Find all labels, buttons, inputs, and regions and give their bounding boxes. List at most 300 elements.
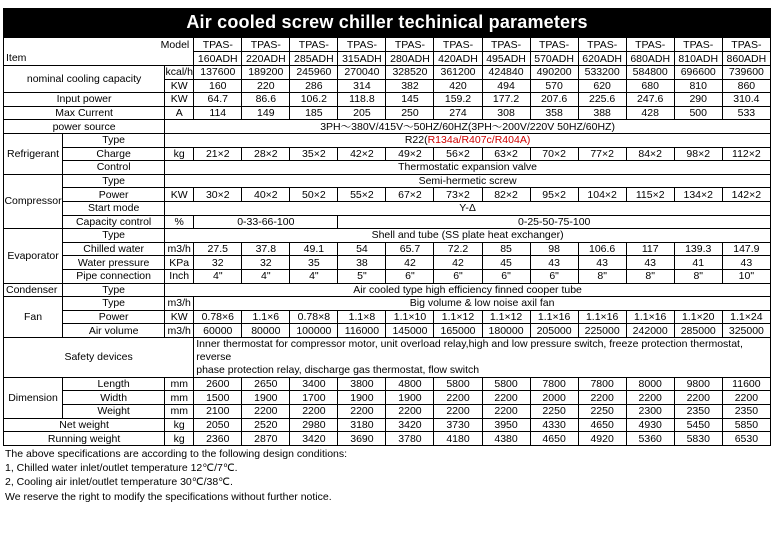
value-cell: 5" (338, 269, 386, 283)
value-cell: 5800 (434, 377, 482, 391)
value-cell: 2000 (530, 391, 578, 405)
table-row (4, 269, 771, 283)
unit-cell: mm (165, 405, 194, 419)
unit-cell: kcal/h (165, 66, 193, 79)
value-cell: 247.6 (626, 93, 674, 107)
value-cell: 65.7 (386, 242, 434, 256)
value-cell: 4650 (578, 418, 626, 432)
value-cell: 388 (578, 106, 626, 120)
value-cell: 4380 (482, 432, 530, 446)
row-label: Power (63, 310, 165, 324)
value-cell: 2650 (242, 377, 290, 391)
compressor-type-value: Semi-hermetic screw (165, 174, 771, 188)
value-cell: 2200 (674, 391, 722, 405)
value-cell: 2300 (626, 405, 674, 419)
capacity-control-b: 0-25-50-75-100 (338, 215, 771, 229)
value-cell: 95×2 (530, 188, 578, 202)
value-cell: 1.1×16 (626, 310, 674, 324)
value-cell: 49×2 (386, 147, 434, 161)
value-cell: 32 (242, 256, 290, 270)
value-cell: 5450 (674, 418, 722, 432)
unit-cell: Inch (165, 269, 194, 283)
value-cell: 32 (194, 256, 242, 270)
safety-devices-value (194, 337, 771, 377)
value-cell: 43 (578, 256, 626, 270)
value-cell: 225000 (578, 324, 626, 338)
group-label: Evaporator (4, 229, 63, 283)
row-label: Capacity control (63, 215, 165, 229)
value-cell: 245960 (290, 66, 338, 80)
value-cell: 4930 (626, 418, 674, 432)
note-line: We reserve the right to modify the specifications without further notice. (5, 490, 332, 503)
value-cell: 77×2 (578, 147, 626, 161)
value-cell: 533 (722, 106, 770, 120)
model-code: 220ADH (242, 52, 290, 66)
value-cell: 2980 (290, 418, 338, 432)
table-row (4, 432, 771, 446)
value-cell: 30×2 (194, 188, 242, 202)
row-label: Power (63, 188, 165, 202)
model-prefix: TPAS- (434, 38, 482, 52)
value-cell: 8" (626, 269, 674, 283)
table-row (4, 337, 771, 377)
value-cell: 1.1×20 (674, 310, 722, 324)
value-cell: 8" (578, 269, 626, 283)
value-cell: 80000 (242, 324, 290, 338)
value-cell: 1.1×16 (530, 310, 578, 324)
model-prefix: TPAS- (386, 38, 434, 52)
model-code: 570ADH (530, 52, 578, 66)
control-value: Thermostatic expansion valve (165, 161, 771, 175)
row-label: nominal cooling capacity (4, 66, 165, 93)
row-label: Max Current (4, 106, 165, 120)
value-cell: 43 (722, 256, 770, 270)
value-cell: 50×2 (290, 188, 338, 202)
table-row (4, 242, 771, 256)
value-cell: 60000 (194, 324, 242, 338)
value-cell: 72.2 (434, 242, 482, 256)
value-cell: 9800 (674, 377, 722, 391)
spec-table (3, 37, 771, 446)
row-label: Air volume (63, 324, 165, 338)
value-cell: 680 (626, 79, 674, 93)
value-cell: 4330 (530, 418, 578, 432)
value-cell: 2250 (530, 405, 578, 419)
value-cell: 55×2 (338, 188, 386, 202)
safety-line-2: phase protection relay, discharge gas thermostat, flow switch (196, 363, 480, 376)
value-cell: 285000 (674, 324, 722, 338)
unit-cell: kg (165, 432, 194, 446)
value-cell: 308 (482, 106, 530, 120)
row-label: Safety devices (4, 337, 194, 377)
unit-cell: A (165, 106, 194, 120)
value-cell: 1900 (338, 391, 386, 405)
refrigerant-main: R22( (404, 134, 428, 147)
value-cell: 382 (386, 79, 434, 93)
model-code: 315ADH (338, 52, 386, 66)
value-cell: 3400 (290, 377, 338, 391)
value-cell: 145 (386, 93, 434, 107)
value-cell: 2200 (626, 391, 674, 405)
value-cell: 310.4 (722, 93, 770, 107)
value-cell: 35×2 (290, 147, 338, 161)
value-cell: 2200 (290, 405, 338, 419)
value-cell: 2870 (242, 432, 290, 446)
value-cell: 424840 (482, 66, 530, 80)
table-row (4, 120, 771, 134)
value-cell: 205 (338, 106, 386, 120)
value-cell: 159.2 (434, 93, 482, 107)
value-cell: 67×2 (386, 188, 434, 202)
value-cell: 56×2 (434, 147, 482, 161)
value-cell: 165000 (434, 324, 482, 338)
row-label: Charge (63, 147, 165, 161)
value-cell: 1900 (386, 391, 434, 405)
refrigerant-type-value (165, 133, 771, 147)
note-line: The above specifications are according to the following design conditions: (5, 447, 348, 460)
row-label: Input power (4, 93, 165, 107)
value-cell: 1500 (194, 391, 242, 405)
header-row-2 (4, 52, 771, 66)
group-label: Fan (4, 297, 63, 338)
value-cell: 100000 (290, 324, 338, 338)
value-cell: 2350 (674, 405, 722, 419)
value-cell: 2520 (242, 418, 290, 432)
value-cell: 104×2 (578, 188, 626, 202)
model-code: 620ADH (578, 52, 626, 66)
value-cell: 1.1×6 (242, 310, 290, 324)
model-code: 860ADH (722, 52, 770, 66)
unit-cell: kg (165, 147, 194, 161)
value-cell: 2200 (482, 405, 530, 419)
value-cell: 70×2 (530, 147, 578, 161)
table-row (4, 133, 771, 147)
model-prefix: TPAS- (242, 38, 290, 52)
spec-sheet (3, 8, 771, 504)
value-cell: 1.1×16 (578, 310, 626, 324)
value-cell: 3950 (482, 418, 530, 432)
value-cell: 2200 (722, 391, 770, 405)
value-cell: 2600 (194, 377, 242, 391)
value-cell: 1.1×12 (434, 310, 482, 324)
value-cell: 220 (242, 79, 290, 93)
value-cell: 325000 (722, 324, 770, 338)
value-cell: 274 (434, 106, 482, 120)
value-cell: 63×2 (482, 147, 530, 161)
table-row (4, 405, 771, 419)
value-cell: 21×2 (194, 147, 242, 161)
value-cell: 860 (722, 79, 770, 93)
row-label: Type (63, 133, 165, 147)
sheet-title: Air cooled screw chiller techinical parameters (3, 8, 771, 37)
value-cell: 6" (530, 269, 578, 283)
value-cell: 810 (674, 79, 722, 93)
value-cell: 2200 (482, 391, 530, 405)
table-row (4, 215, 771, 229)
table-row (4, 147, 771, 161)
value-cell: 2200 (434, 405, 482, 419)
start-mode-value: Y-Δ (165, 201, 771, 215)
value-cell: 4180 (434, 432, 482, 446)
value-cell: 64.7 (194, 93, 242, 107)
value-cell: 4920 (578, 432, 626, 446)
table-row (4, 310, 771, 324)
model-code: 420ADH (434, 52, 482, 66)
unit-cell: KW (165, 188, 194, 202)
model-prefix: TPAS- (482, 38, 530, 52)
note-line: 2, Cooling air inlet/outlet temperature 30℃/38℃. (5, 476, 233, 489)
table-row (4, 174, 771, 188)
value-cell: 27.5 (194, 242, 242, 256)
unit-cell: m3/h (165, 242, 194, 256)
table-row (4, 418, 771, 432)
value-cell: 2350 (722, 405, 770, 419)
condenser-type-value: Air cooled type high efficiency finned cooper tube (165, 283, 771, 297)
value-cell: 242000 (626, 324, 674, 338)
model-code: 495ADH (482, 52, 530, 66)
value-cell: 584800 (626, 66, 674, 80)
value-cell: 5360 (626, 432, 674, 446)
value-cell: 2360 (194, 432, 242, 446)
value-cell: 5830 (674, 432, 722, 446)
model-prefix: TPAS- (194, 38, 242, 52)
model-code: 160ADH (194, 52, 242, 66)
row-label: power source (4, 120, 165, 134)
row-label: Type (63, 283, 165, 297)
value-cell: 116000 (338, 324, 386, 338)
unit-cell: mm (165, 377, 194, 391)
row-label: Water pressure (63, 256, 165, 270)
unit-cell: mm (165, 391, 194, 405)
value-cell: 1700 (290, 391, 338, 405)
model-code: 285ADH (290, 52, 338, 66)
row-label: Chilled water (63, 242, 165, 256)
value-cell: 42 (434, 256, 482, 270)
value-cell: 3420 (386, 418, 434, 432)
value-cell: 139.3 (674, 242, 722, 256)
unit-cell: KPa (165, 256, 194, 270)
unit-cell: % (165, 215, 194, 229)
value-cell: 134×2 (674, 188, 722, 202)
value-cell: 2200 (338, 405, 386, 419)
value-cell: 290 (674, 93, 722, 107)
value-cell: 84×2 (626, 147, 674, 161)
value-cell: 42×2 (338, 147, 386, 161)
header-row-1 (4, 38, 771, 52)
value-cell: 205000 (530, 324, 578, 338)
value-cell: 8" (674, 269, 722, 283)
row-label: Type (63, 229, 165, 243)
value-cell: 207.6 (530, 93, 578, 107)
model-prefix: TPAS- (626, 38, 674, 52)
value-cell: 270040 (338, 66, 386, 80)
value-cell: 5800 (482, 377, 530, 391)
model-prefix: TPAS- (722, 38, 770, 52)
model-code: 810ADH (674, 52, 722, 66)
unit-cell: kg (165, 418, 194, 432)
value-cell: 620 (578, 79, 626, 93)
value-cell: 6" (482, 269, 530, 283)
value-cell: 225.6 (578, 93, 626, 107)
value-cell: 358 (530, 106, 578, 120)
value-cell: 1.1×12 (482, 310, 530, 324)
value-cell: 494 (482, 79, 530, 93)
value-cell: 1900 (242, 391, 290, 405)
table-row (4, 391, 771, 405)
value-cell: 2250 (578, 405, 626, 419)
value-cell: 85 (482, 242, 530, 256)
value-cell: 4" (194, 269, 242, 283)
value-cell: 3780 (386, 432, 434, 446)
model-prefix: TPAS- (530, 38, 578, 52)
value-cell: 696600 (674, 66, 722, 80)
value-cell: 145000 (386, 324, 434, 338)
model-prefix: TPAS- (674, 38, 722, 52)
value-cell: 3690 (338, 432, 386, 446)
value-cell: 6" (386, 269, 434, 283)
unit-cell: KW (165, 79, 194, 93)
value-cell: 361200 (434, 66, 482, 80)
value-cell: 286 (290, 79, 338, 93)
value-cell: 73×2 (434, 188, 482, 202)
value-cell: 142×2 (722, 188, 770, 202)
row-label: Type (63, 174, 165, 188)
value-cell: 49.1 (290, 242, 338, 256)
unit-cell: KW (165, 93, 194, 107)
evaporator-type-value: Shell and tube (SS plate heat exchanger) (165, 229, 771, 243)
value-cell: 41 (674, 256, 722, 270)
note-line: 1, Chilled water inlet/outlet temperature 12℃/7℃. (5, 462, 238, 475)
table-row (4, 256, 771, 270)
table-row (4, 229, 771, 243)
value-cell: 4800 (386, 377, 434, 391)
row-label: Running weight (4, 432, 165, 446)
table-row (4, 106, 771, 120)
value-cell: 106.2 (290, 93, 338, 107)
design-conditions-notes (3, 446, 771, 504)
model-prefix: TPAS- (290, 38, 338, 52)
value-cell: 328520 (386, 66, 434, 80)
value-cell: 250 (386, 106, 434, 120)
table-row (4, 66, 771, 80)
table-row (4, 161, 771, 175)
value-cell: 6530 (722, 432, 770, 446)
value-cell: 115×2 (626, 188, 674, 202)
value-cell: 3730 (434, 418, 482, 432)
value-cell: 114 (194, 106, 242, 120)
value-cell: 11600 (722, 377, 770, 391)
value-cell: 35 (290, 256, 338, 270)
value-cell: 8000 (626, 377, 674, 391)
value-cell: 149 (242, 106, 290, 120)
value-cell: 106.6 (578, 242, 626, 256)
value-cell: 82×2 (482, 188, 530, 202)
value-cell: 2200 (242, 405, 290, 419)
value-cell: 43 (626, 256, 674, 270)
group-label: Compressor (4, 174, 63, 228)
model-code: 680ADH (626, 52, 674, 66)
table-row (4, 324, 771, 338)
value-cell: 42 (386, 256, 434, 270)
value-cell: 117 (626, 242, 674, 256)
value-cell: 570 (530, 79, 578, 93)
value-cell: 739600 (722, 66, 770, 80)
value-cell: 314 (338, 79, 386, 93)
value-cell: 3800 (338, 377, 386, 391)
model-prefix: TPAS- (338, 38, 386, 52)
row-label: Net weight (4, 418, 165, 432)
value-cell: 490200 (530, 66, 578, 80)
table-row (4, 377, 771, 391)
safety-line-1: Inner thermostat for compressor motor, unit overload relay,high and low pressure switch, freeze protection thermostat, reverse (196, 337, 743, 363)
value-cell: 28×2 (242, 147, 290, 161)
value-cell: 38 (338, 256, 386, 270)
value-cell: 1.1×8 (338, 310, 386, 324)
value-cell: 177.2 (482, 93, 530, 107)
row-label: Pipe connection (63, 269, 165, 283)
refrigerant-alternatives: R134a/R407c/R404A) (427, 134, 531, 147)
row-label: Weight (63, 405, 165, 419)
value-cell: 1.1×10 (386, 310, 434, 324)
value-cell: 40×2 (242, 188, 290, 202)
model-label: Model (4, 38, 194, 52)
value-cell: 1.1×24 (722, 310, 770, 324)
value-cell: 185 (290, 106, 338, 120)
value-cell: 2100 (194, 405, 242, 419)
value-cell: 5850 (722, 418, 770, 432)
value-cell: 6" (434, 269, 482, 283)
value-cell: 428 (626, 106, 674, 120)
row-label: Width (63, 391, 165, 405)
value-cell: 98×2 (674, 147, 722, 161)
value-cell: 45 (482, 256, 530, 270)
value-cell: 137600 (194, 66, 242, 80)
value-cell: 7800 (530, 377, 578, 391)
value-cell: 3420 (290, 432, 338, 446)
value-cell: 147.9 (722, 242, 770, 256)
value-cell: 118.8 (338, 93, 386, 107)
table-row (4, 201, 771, 215)
model-prefix: TPAS- (578, 38, 626, 52)
unit-cell: m3/h (165, 297, 194, 311)
table-row (4, 188, 771, 202)
value-cell: 180000 (482, 324, 530, 338)
value-cell: 54 (338, 242, 386, 256)
item-label: Item (4, 52, 194, 66)
value-cell: 500 (674, 106, 722, 120)
value-cell: 7800 (578, 377, 626, 391)
value-cell: 4" (242, 269, 290, 283)
model-code: 280ADH (386, 52, 434, 66)
value-cell: 37.8 (242, 242, 290, 256)
value-cell: 2050 (194, 418, 242, 432)
group-label: Dimension (4, 377, 63, 418)
unit-cell: m3/h (165, 324, 194, 338)
value-cell: 3180 (338, 418, 386, 432)
unit-cell: KW (165, 310, 194, 324)
value-cell: 4650 (530, 432, 578, 446)
value-cell: 2200 (578, 391, 626, 405)
fan-type-value: Big volume & low noise axil fan (194, 297, 771, 311)
value-cell: 4" (290, 269, 338, 283)
value-cell: 10" (722, 269, 770, 283)
row-label: Length (63, 377, 165, 391)
row-label: Control (63, 161, 165, 175)
table-row (4, 283, 771, 297)
row-label: Start mode (63, 201, 165, 215)
value-cell: 0.78×6 (194, 310, 242, 324)
value-cell: 2200 (386, 405, 434, 419)
